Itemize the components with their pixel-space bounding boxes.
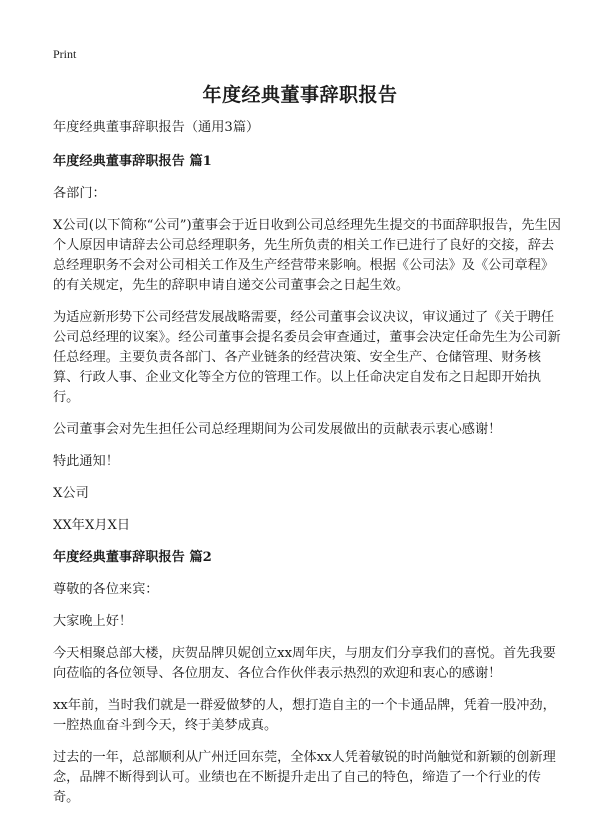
page-title: 年度经典董事辞职报告: [202, 84, 398, 106]
signature: X公司: [53, 486, 89, 501]
print-link[interactable]: Print: [53, 47, 77, 61]
date: XX年X月X日: [53, 518, 131, 533]
paragraph: 公司董事会对先生担任公司总经理期间为公司发展做出的贡献表示衷心感谢！: [53, 422, 502, 437]
paragraph: X公司(以下简称“公司”)董事会于近日收到公司总经理先生提交的书面辞职报告，先生因个人原因申请辞去公司总经理职务，先生所负责的相关工作已进行了良好的交接，辞去总经理职务不会对公司相关工作及生产经营带来影响。根据《公司法》及《公司章程》的有关规定，先生的辞职申请自递交公司董事会之日起生效。: [53, 218, 561, 293]
document-body: [53, 118, 562, 820]
document-subtitle: 年度经典董事辞职报告（通用3篇）: [53, 120, 260, 135]
section-heading-2: 年度经典董事辞职报告 篇2: [53, 550, 212, 565]
greeting-2: 尊敬的各位来宾：: [53, 582, 159, 597]
paragraph: 为适应新形势下公司经营发展战略需要，经公司董事会议决议，审议通过了《关于聘任公司总经理的议案》。经公司董事会提名委员会审查通过，董事会决定任命先生为公司新任总经理。主要负责各部门、各产业链条的经营决策、安全生产、仓储管理、财务核算、行政人事、企业文化等全方位的管理工作。以上任命决定自发布之日起即开始执行。: [53, 310, 561, 405]
paragraph: xx年前，当时我们就是一群爱做梦的人，想打造自主的一个卡通品牌，凭着一股冲劲，一腔热血奋斗到今天，终于美梦成真。: [53, 698, 556, 733]
paragraph: 过去的一年，总部顺利从广州迁回东莞，全体xx人凭着敏锐的时尚触觉和新颖的创新理念，品牌不断得到认可。业绩也在不断提升走出了自己的特色，缔造了一个行业的传奇。: [53, 750, 556, 805]
greeting-1: 各部门：: [53, 186, 106, 201]
closing-note: 特此通知！: [53, 454, 119, 469]
paragraph: 今天相聚总部大楼，庆贺品牌贝妮创立xx周年庆，与朋友们分享我们的喜悦。首先我要向莅临的各位领导、各位朋友、各位合作伙伴表示热烈的欢迎和衷心的感谢！: [53, 646, 556, 681]
section-heading-1: 年度经典董事辞职报告 篇1: [53, 154, 212, 169]
salutation: 大家晚上好！: [53, 614, 133, 629]
